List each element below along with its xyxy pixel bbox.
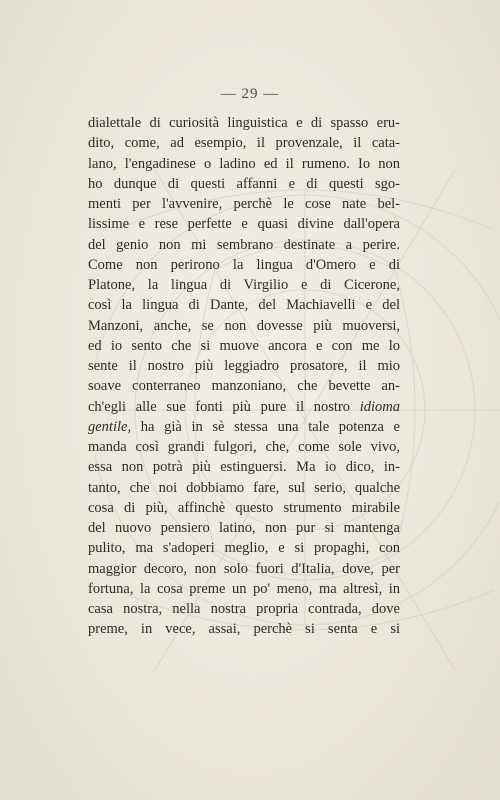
- text-line: lano, l'engadinese o ladino ed il rumeno. Io non: [88, 155, 400, 172]
- text-line: cosa di più, affinchè questo strumento mirabile: [88, 499, 400, 516]
- italic-run: idioma: [359, 398, 400, 415]
- text-line: fortuna, la cosa preme un po' meno, ma altresì, in: [88, 580, 400, 597]
- text-line: casa nostra, nella nostra propria contrada, dove: [88, 601, 400, 617]
- text-line: tanto, che noi dobbiamo fare, sul serio, qualche: [88, 479, 400, 496]
- text-line: pulito, ma s'adoperi meglio, e si propaghi, con: [88, 540, 400, 557]
- text-line: così la lingua di Dante, del Machiavelli e del: [88, 297, 400, 314]
- text-line: Come non perirono la lingua d'Omero e di: [88, 256, 400, 273]
- text-line: Manzoni, anche, se non dovesse più muoversi,: [88, 317, 400, 334]
- text-line: maggior decoro, non solo fuori d'Italia, dove, per: [88, 560, 400, 577]
- text-line: dito, come, ad esempio, il provenzale, il cata-: [88, 135, 400, 152]
- text-line: ho dunque di questi affanni e di questi sgo-: [88, 175, 400, 192]
- text-line: menti per l'avvenire, perchè le cose nate bel-: [88, 196, 400, 212]
- text-line: ed io sento che si muove ancora e con me lo: [88, 337, 400, 354]
- text-line: del nuovo pensiero latino, non pur si mantenga: [88, 520, 400, 536]
- page-number: — 29 —: [220, 86, 280, 102]
- italic-run: gentile,: [88, 418, 132, 435]
- text-run: ha già in sè stessa una tale potenza e: [131, 418, 400, 435]
- text-line: soave conterraneo manzoniano, che bevette an-: [88, 378, 400, 395]
- text-line: del genio non mi sembrano destinate a perire.: [88, 236, 400, 253]
- text-line: manda così grandi fulgori, che, come sole vivo,: [88, 439, 400, 455]
- text-line: sente il nostro più leggiadro prosatore, il mio: [88, 358, 400, 374]
- text-line: essa non potrà più estinguersi. Ma io dico, in-: [88, 459, 400, 476]
- text-line-mixed: [88, 417, 400, 437]
- text-line: lissime e rese perfette e quasi divine dall'opera: [88, 216, 400, 233]
- body-text: [88, 113, 400, 640]
- text-line: dialettale di curiosità linguistica e di spasso eru-: [88, 115, 400, 131]
- text-line: Platone, la lingua di Virgilio e di Cicerone,: [88, 277, 400, 293]
- text-line: preme, in vece, assai, perchè si senta e si: [88, 621, 400, 638]
- text-line-mixed: [88, 397, 400, 417]
- text-run: ch'egli alle sue fonti più pure il nostro: [88, 398, 360, 415]
